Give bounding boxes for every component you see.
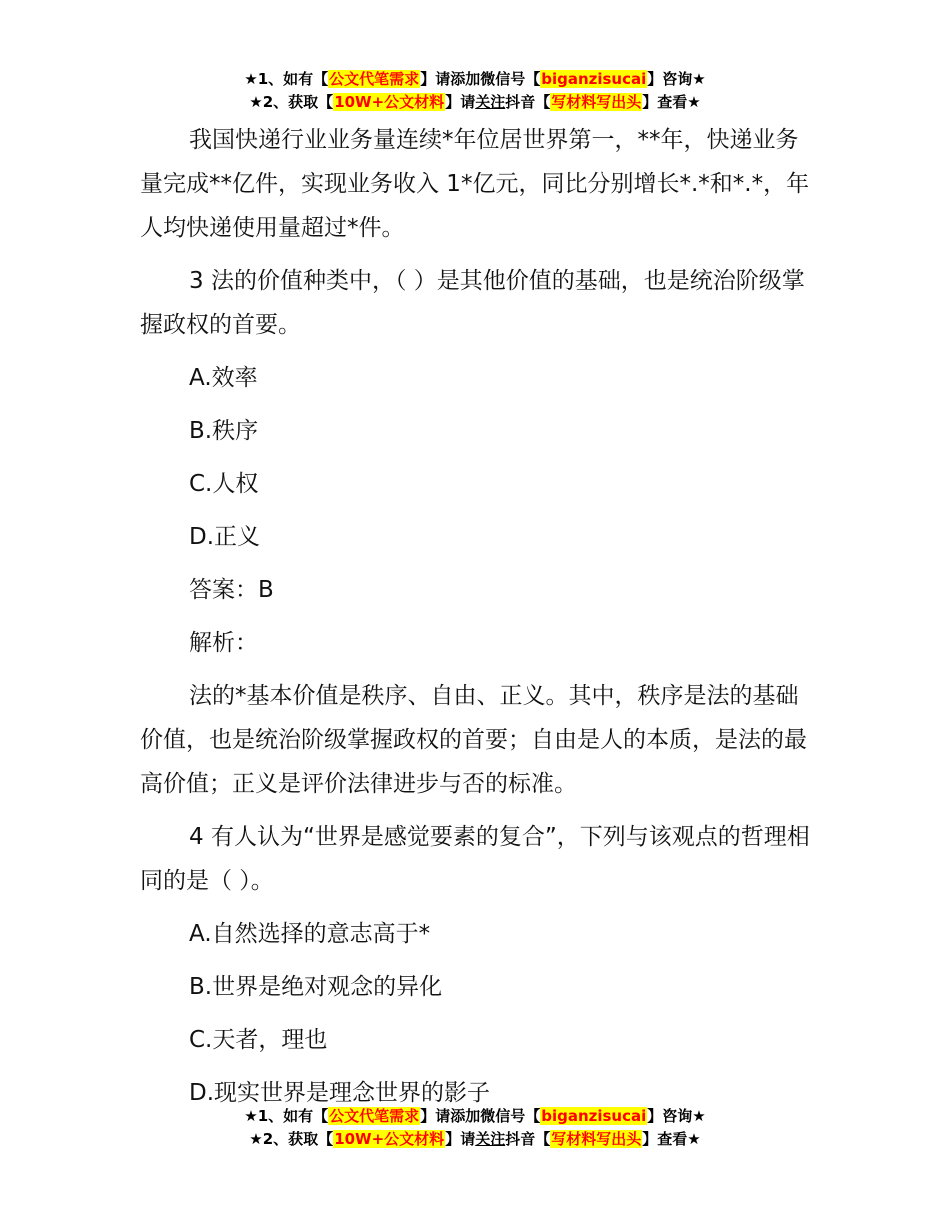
- banner-line-1: [0, 1105, 950, 1128]
- option-d: D.现实世界是理念世界的影子: [189, 1080, 491, 1106]
- banner-text: 】咨询★: [647, 70, 706, 88]
- banner-text: 】咨询★: [647, 1107, 706, 1125]
- answer: 答案：B: [189, 577, 274, 603]
- banner-line-2: [0, 1128, 950, 1151]
- highlight-service: 公文代笔需求: [329, 70, 420, 88]
- banner-text: ★1、如有【: [244, 1107, 329, 1125]
- banner-text: 】查看★: [642, 1130, 701, 1148]
- option-c: C.人权: [189, 471, 259, 497]
- highlight-wechat-id: biganzisucai: [541, 1107, 647, 1125]
- highlight-douyin: 写材料写出头: [551, 1130, 642, 1148]
- highlight-materials: 10W+公文材料: [334, 1130, 445, 1148]
- option-b: B.秩序: [189, 418, 259, 444]
- banner-text: ★2、获取【: [249, 1130, 334, 1148]
- document-body: [140, 118, 812, 1124]
- banner-text: 】请: [445, 93, 476, 111]
- banner-line-1: [0, 68, 950, 91]
- footer-banner: [0, 1105, 950, 1151]
- option-d: D.正义: [189, 524, 261, 550]
- banner-line-2: [0, 91, 950, 114]
- banner-text: 】请添加微信号【: [420, 1107, 541, 1125]
- analysis-text: 法的*基本价值是秩序、自由、正义。其中，秩序是法的基础价值，也是统治阶级掌握政权的首要；自由是人的本质，是法的最高价值；正义是评价法律进步与否的标准。: [140, 683, 807, 797]
- banner-text: 】请: [445, 1130, 476, 1148]
- highlight-douyin: 写材料写出头: [551, 93, 642, 111]
- banner-text: 抖音【: [505, 93, 551, 111]
- analysis-label: 解析：: [189, 630, 258, 656]
- option-c: C.天者，理也: [189, 1027, 328, 1053]
- banner-text: ★1、如有【: [244, 70, 329, 88]
- banner-text: 】请添加微信号【: [420, 70, 541, 88]
- highlight-wechat-id: biganzisucai: [541, 70, 647, 88]
- question-3: 3 法的价值种类中，（ ）是其他价值的基础，也是统治阶级掌握政权的首要。: [140, 268, 805, 338]
- banner-text: ★2、获取【: [249, 93, 334, 111]
- banner-underlined-text: 关注: [475, 1130, 506, 1148]
- option-a: A.效率: [189, 365, 258, 391]
- banner-underlined-text: 关注: [475, 93, 506, 111]
- option-a: A.自然选择的意志高于*: [189, 921, 431, 947]
- header-banner: [0, 68, 950, 114]
- highlight-service: 公文代笔需求: [329, 1107, 420, 1125]
- highlight-materials: 10W+公文材料: [334, 93, 445, 111]
- option-b: B.世界是绝对观念的异化: [189, 974, 443, 1000]
- paragraph-intro: 我国快递行业业务量连续*年位居世界第一，**年，快递业务量完成**亿件，实现业务收入 1*亿元，同比分别增长*.*和*.*，年人均快递使用量超过*件。: [140, 127, 810, 241]
- banner-text: 抖音【: [505, 1130, 551, 1148]
- banner-text: 】查看★: [642, 93, 701, 111]
- question-4: 4 有人认为“世界是感觉要素的复合”，下列与该观点的哲理相同的是（ ）。: [140, 824, 810, 894]
